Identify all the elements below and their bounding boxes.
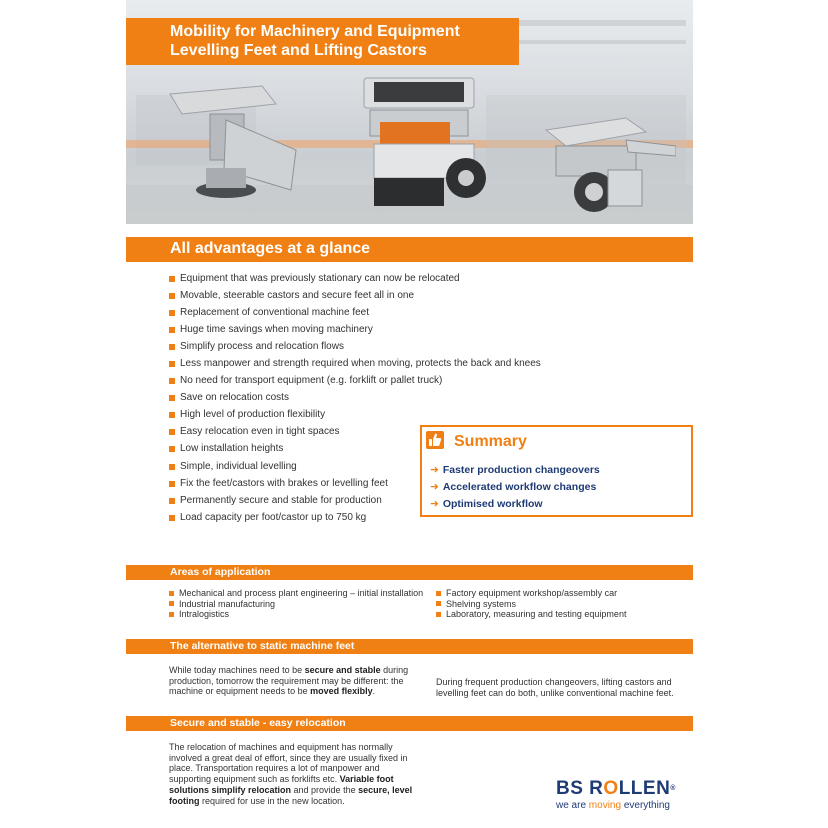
alternative-right-text: During frequent production changeovers, lifting castors and levelling feet can do both, unlike conventional machine feet. (436, 677, 674, 698)
summary-box (420, 425, 693, 517)
bullet-square-icon (436, 591, 441, 596)
list-item: No need for transport equipment (e.g. forklift or pallet truck) (169, 373, 541, 390)
hero-title-line1: Mobility for Machinery and Equipment (170, 23, 460, 40)
list-item: Shelving systems (436, 599, 626, 610)
secure-text: The relocation of machines and equipment has normally involved a great deal of effort, since they are usually fixed in place. Transportation requires a lot of manpower and supporting equipment such as forklifts etc. Variable foot solutions simplify relocation and provide the secure, level footing required for use in the new location. (169, 742, 413, 806)
bullet-square-icon (169, 412, 175, 418)
list-item: Low installation heights (169, 441, 541, 458)
list-item: Simple, individual levelling (169, 458, 541, 475)
list-item: Mechanical and process plant engineering – initial installation (169, 588, 423, 599)
list-item: High level of production flexibility (169, 407, 541, 424)
bullet-square-icon (169, 344, 175, 350)
list-item: Permanently secure and stable for production (169, 492, 541, 509)
list-item: Industrial manufacturing (169, 599, 423, 610)
bullet-square-icon (169, 310, 175, 316)
list-item: Huge time savings when moving machinery (169, 321, 541, 338)
list-item: Movable, steerable castors and secure feet all in one (169, 287, 541, 304)
castor-with-brake-image (536, 110, 676, 215)
areas-list-left (169, 588, 423, 620)
list-item: Intralogistics (169, 609, 423, 620)
bullet-square-icon (169, 446, 175, 452)
list-item: Less manpower and strength required when moving, protects the back and knees (169, 355, 541, 372)
bullet-square-icon (169, 612, 174, 617)
bullet-square-icon (169, 601, 174, 606)
bullet-square-icon (169, 276, 175, 282)
list-item: Save on relocation costs (169, 390, 541, 407)
hero-image (126, 0, 693, 224)
logo-wordmark: BS ROLLEN® (556, 778, 676, 799)
list-item: Easy relocation even in tight spaces (169, 424, 541, 441)
alternative-heading: The alternative to static machine feet (126, 639, 693, 654)
advantages-heading: All advantages at a glance (126, 237, 693, 262)
bullet-square-icon (169, 515, 175, 521)
summary-list (430, 462, 600, 513)
bullet-square-icon (169, 498, 175, 504)
arrow-right-icon: ➜ (430, 481, 439, 493)
bullet-square-icon (169, 464, 175, 470)
bullet-square-icon (169, 395, 175, 401)
arrow-right-icon: ➜ (430, 464, 439, 476)
list-item: Fix the feet/castors with brakes or levelling feet (169, 475, 541, 492)
bullet-square-icon (169, 429, 175, 435)
hero-title-line2: Levelling Feet and Lifting Castors (170, 42, 427, 59)
list-item: ➜ Accelerated workflow changes (430, 481, 597, 493)
secure-heading: Secure and stable - easy relocation (126, 716, 693, 731)
bullet-square-icon (436, 612, 441, 617)
list-item: Factory equipment workshop/assembly car (436, 588, 626, 599)
hero-title (126, 18, 519, 65)
list-item: Laboratory, measuring and testing equipment (436, 609, 626, 620)
areas-heading: Areas of application (126, 565, 693, 580)
alternative-left-text: While today machines need to be secure and stable during production, tomorrow the requirement may be different: the machine or equipment needs to be moved flexibly. (169, 665, 409, 697)
thumbs-up-icon (426, 431, 444, 449)
list-item: Equipment that was previously stationary can now be relocated (169, 270, 541, 287)
bullet-square-icon (436, 601, 441, 606)
list-item: ➜ Optimised workflow (430, 498, 543, 510)
bullet-square-icon (169, 378, 175, 384)
bs-rollen-logo (556, 778, 696, 818)
bullet-square-icon (169, 327, 175, 333)
list-item: Load capacity per foot/castor up to 750 kg (169, 509, 541, 526)
lifting-castor-image (344, 60, 494, 215)
list-item: Simplify process and relocation flows (169, 338, 541, 355)
logo-tagline: we are moving everything (556, 800, 670, 811)
summary-title: Summary (454, 433, 527, 450)
arrow-right-icon: ➜ (430, 498, 439, 510)
list-item: ➜ Faster production changeovers (430, 464, 600, 476)
bullet-square-icon (169, 591, 174, 596)
areas-list-right (436, 588, 626, 620)
bullet-square-icon (169, 361, 175, 367)
bullet-square-icon (169, 481, 175, 487)
levelling-foot-image (166, 80, 306, 220)
list-item: Replacement of conventional machine feet (169, 304, 541, 321)
bullet-square-icon (169, 293, 175, 299)
